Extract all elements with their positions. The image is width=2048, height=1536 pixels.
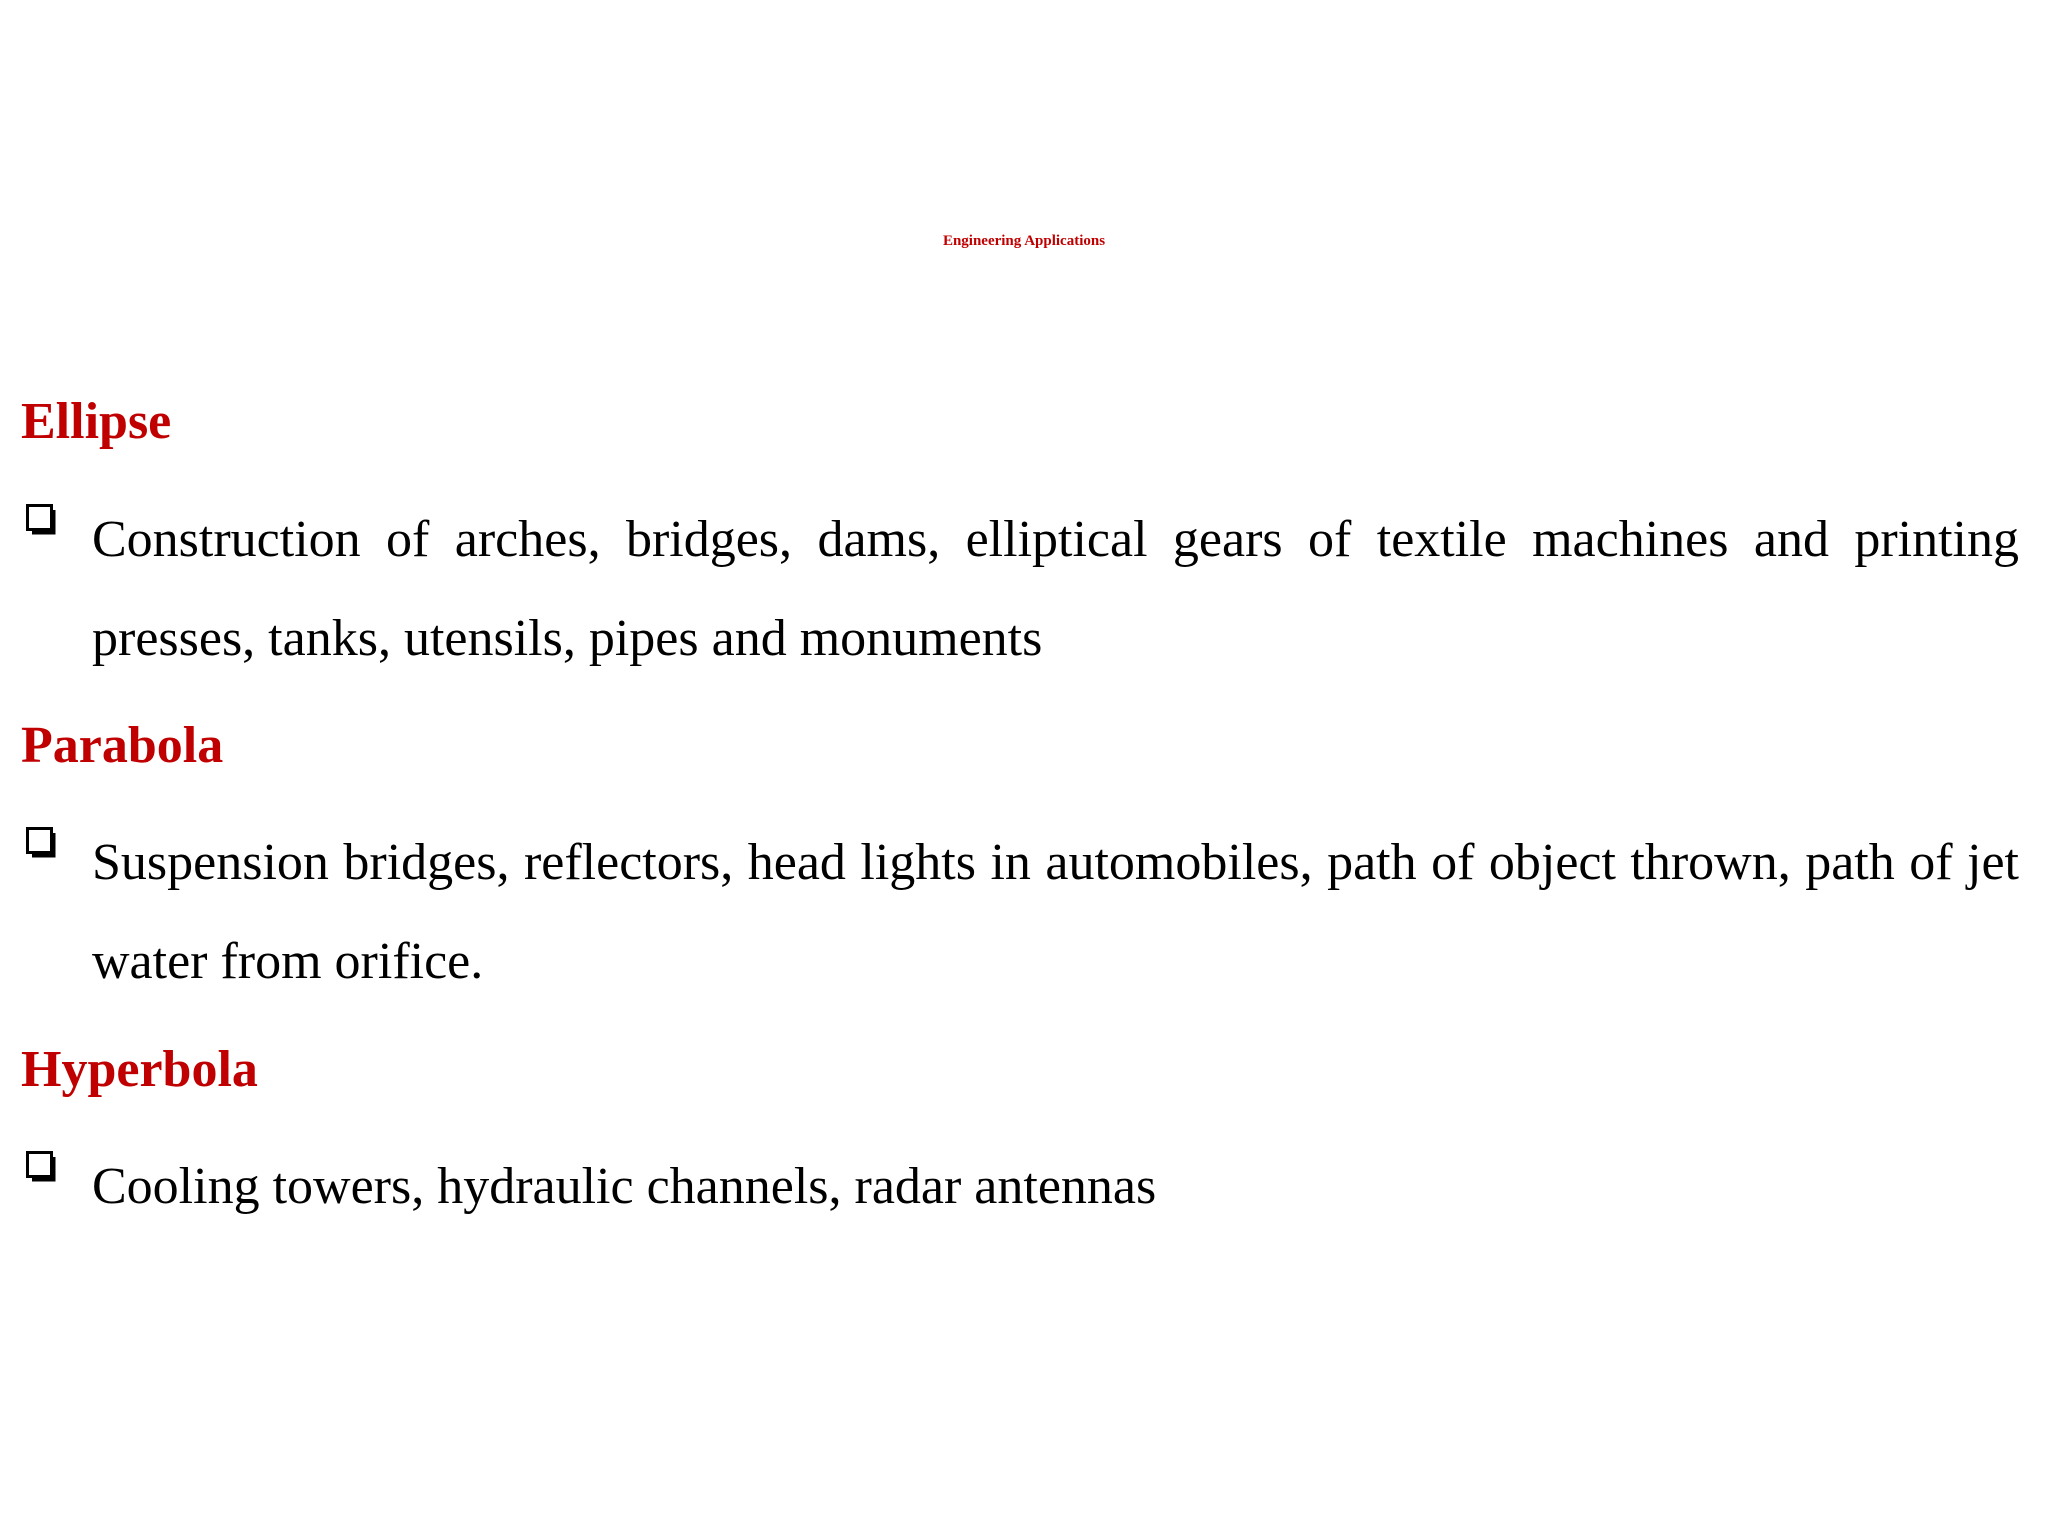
bullet-item-ellipse	[21, 490, 2019, 688]
bullet-text-ellipse: Construction of arches, bridges, dams, elliptical gears of textile machines and printing presses, tanks, utensils, pipes and monuments	[92, 511, 2019, 667]
slide-title: Engineering Applications	[942, 233, 1106, 249]
section-heading-ellipse: Ellipse	[21, 393, 172, 450]
section-heading-parabola: Parabola	[21, 717, 224, 774]
hollow-square-bullet-icon	[26, 504, 58, 536]
bullet-text-parabola: Suspension bridges, reflectors, head lights in automobiles, path of object thrown, path of jet water from orifice.	[92, 834, 2019, 990]
hollow-square-bullet-icon	[26, 1151, 58, 1183]
bullet-item-hyperbola	[21, 1137, 2019, 1236]
bullet-item-parabola	[21, 813, 2019, 1011]
section-heading-hyperbola: Hyperbola	[21, 1041, 258, 1098]
bullet-text-hyperbola: Cooling towers, hydraulic channels, radar antennas	[92, 1158, 1157, 1215]
hollow-square-bullet-icon	[26, 827, 58, 859]
